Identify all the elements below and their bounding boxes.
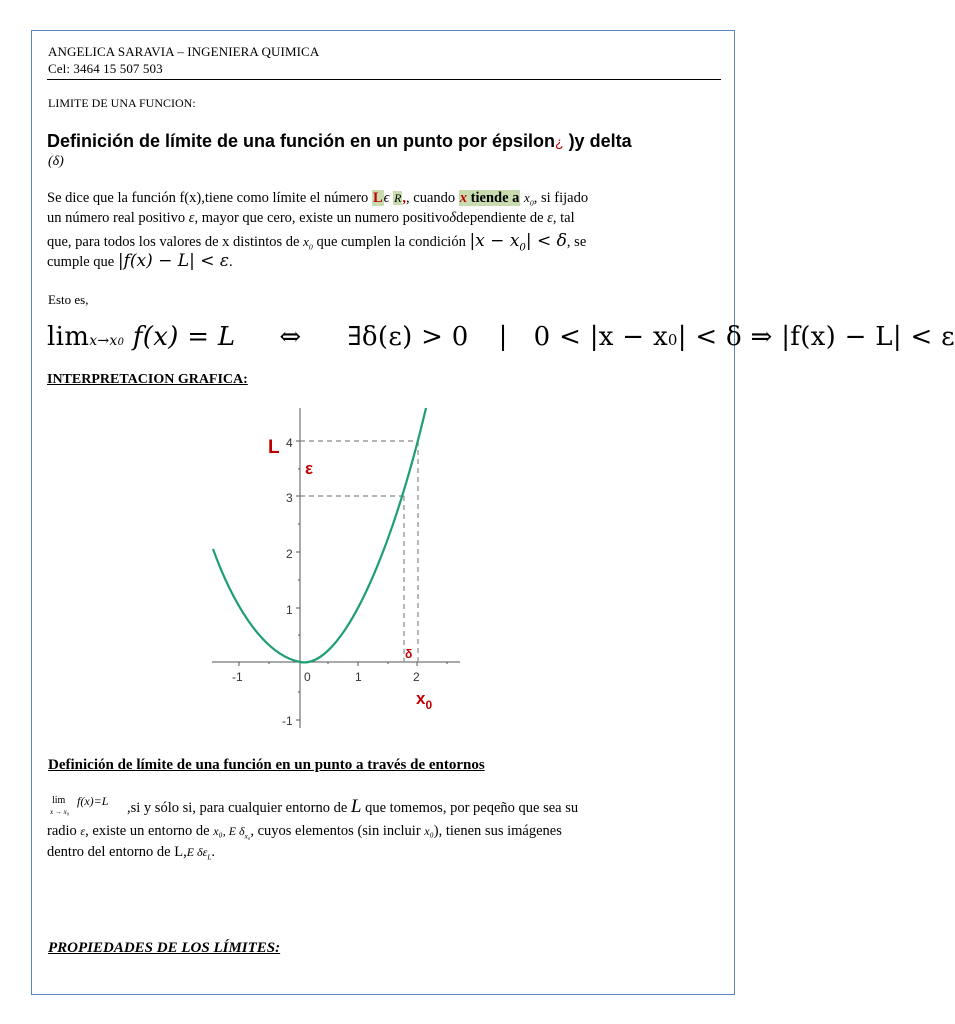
y-tick-label: 1 <box>286 603 293 617</box>
def-text: . <box>211 844 215 860</box>
y-tick-label: 4 <box>286 436 293 450</box>
iff-symbol: ⇔ <box>279 322 302 352</box>
definition-line-4 <box>47 252 233 272</box>
epsilon-inline: ε <box>188 210 195 226</box>
y-ticks <box>296 441 300 720</box>
title-glyph: ¿ <box>555 134 564 150</box>
real-set-R: R <box>394 191 402 205</box>
y-tick-label: -1 <box>282 714 293 728</box>
y-tick-label: 2 <box>286 547 293 561</box>
y-tick-label: 3 <box>286 491 293 505</box>
def-text: , existe un entorno de <box>85 823 214 839</box>
def-text: ), tienen sus imágenes <box>433 823 562 839</box>
function-curve <box>213 408 426 662</box>
def-text: , se <box>566 234 587 250</box>
x-tick-label: 0 <box>304 670 311 684</box>
propiedades-title: PROPIEDADES DE LOS LÍMITES: <box>48 940 281 956</box>
def-text: , si fijado <box>533 190 589 206</box>
def-text: un número real positivo <box>47 210 189 226</box>
epsilon-inline: ε <box>547 210 553 226</box>
formula-expr: f(x) = L <box>132 322 236 352</box>
title-end: )y delta <box>563 131 632 151</box>
x-tick-label: 1 <box>355 670 362 684</box>
x0-inline: x₀ <box>424 824 434 838</box>
header-rule <box>47 79 721 80</box>
def-text: cumple que <box>47 254 118 270</box>
lim-small-sub: x → x₀ <box>50 808 70 816</box>
page-title <box>47 131 632 152</box>
epsilon-inline: ε <box>80 824 86 838</box>
x-tick-label: -1 <box>232 670 243 684</box>
def-text: que cumplen la condición <box>316 234 470 250</box>
def-text: , mayor que cero, existe un numero positivo <box>194 210 450 226</box>
x-tends-highlight <box>459 190 521 206</box>
limit-L: L <box>372 190 383 206</box>
header-author: ANGELICA SARAVIA – INGENIERA QUIMICA <box>48 44 320 59</box>
x0-E-delta: x₀, E $\delta_{x_0}$ <box>213 824 251 841</box>
def-text: , cuyos elementos (sin incluir <box>250 823 425 839</box>
limit-graph <box>200 400 470 730</box>
label-epsilon: ε <box>305 459 314 478</box>
title-delta: (δ) <box>48 154 64 169</box>
x0-inline: $x_0$ <box>303 234 313 252</box>
def-text: , tal <box>552 210 575 226</box>
section-label: LIMITE DE UNA FUNCION: <box>48 96 196 110</box>
def-text: . <box>229 254 233 270</box>
def-text: , cuando <box>406 190 459 206</box>
lim-small: lim <box>52 795 66 806</box>
x-tick-label: 2 <box>413 670 420 684</box>
label-L: L <box>268 437 280 458</box>
label-x0: $x_0$ <box>416 689 433 712</box>
entornos-line-3 <box>47 843 215 867</box>
def-text: que, para todos los valores de x distintos de <box>47 234 304 250</box>
entornos-title: Definición de límite de una función en un punto a través de entornos <box>48 757 485 773</box>
label-delta: δ <box>405 647 413 661</box>
def-text: dentro del entorno de L, <box>47 844 187 860</box>
x-var: x <box>459 190 468 206</box>
E-delta-eps-L: E $\delta\varepsilon_L$ <box>186 845 212 862</box>
condition-delta: $|x - x_0| < \delta$ <box>469 231 567 254</box>
header-phone: Cel: 3464 15 507 503 <box>48 61 163 76</box>
def-text: radio <box>47 823 81 839</box>
definition-line-2 <box>47 209 575 228</box>
tends-text: tiende a <box>467 190 520 206</box>
x-ticks <box>239 662 447 666</box>
lim-subscript: x→x0 <box>89 333 125 349</box>
definition-line-1: Se dice que la función f(x),tiene como límite el número Lϵ R,, cuando x tiende a $x_0$, si fijado <box>47 190 589 208</box>
L-italic: L <box>350 796 362 817</box>
interpretacion-title: INTERPRETACION GRAFICA: <box>47 372 248 387</box>
x0-inline: $x_0$ <box>524 190 534 208</box>
def-text: que tomemos, por peqeño que sea su <box>361 800 579 816</box>
def-text: ,si y sólo si, para cualquier entorno de <box>127 800 351 816</box>
limit-formula <box>47 322 955 352</box>
formula-condition: 0 < |x − x0| < δ ⇒ |f(x) − L| < ε <box>533 322 955 352</box>
title-main: Definición de límite de una función en un punto por épsilon <box>47 131 555 151</box>
such-that-bar: | <box>498 322 508 352</box>
exists-delta: ∃δ(ε) > 0 <box>347 322 469 352</box>
def-text: dependiente de <box>456 210 548 226</box>
fx-equals-L: f(x)=L <box>77 794 109 808</box>
lim-text: lim <box>47 322 90 352</box>
condition-epsilon: |f(x) − L| < ε <box>117 251 229 271</box>
def-text: Se dice que la función f(x),tiene como límite el número <box>47 190 372 206</box>
delta-inline: δ <box>449 210 457 226</box>
in-symbol: ϵ <box>383 190 390 206</box>
lim-small-notation <box>50 795 132 823</box>
entornos-line-1 <box>127 797 578 818</box>
guide-lines <box>300 441 418 662</box>
esto-es: Esto es, <box>48 292 89 307</box>
